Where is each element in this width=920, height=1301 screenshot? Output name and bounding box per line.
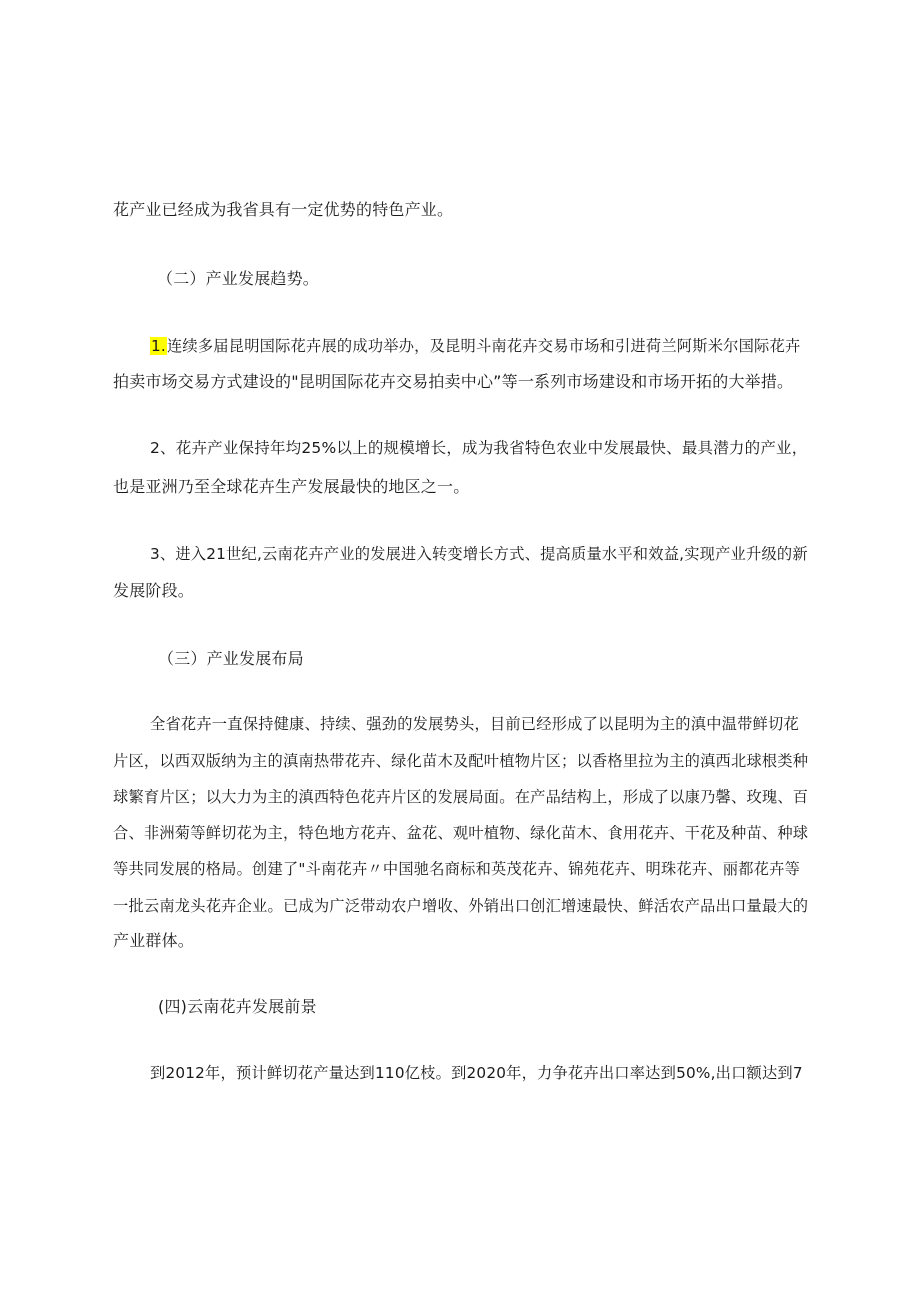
section-heading-layout: （三）产业发展布局 <box>158 649 304 668</box>
trend-item-1-text: 连续多届昆明国际花卉展的成功举办，及昆明斗南花卉交易市场和引进荷兰阿斯米尔国际花卉 <box>166 337 801 355</box>
layout-paragraph-line-6: 一批云南龙头花卉企业。已成为广泛带动农户增收、外销出口创汇增速最快、鲜活农产品出口量最大的 <box>113 897 809 915</box>
trend-item-1-line-2: 拍卖市场交易方式建设的"昆明国际花卉交易拍卖中心”等一系列市场建设和市场开拓的大举措。 <box>113 372 794 391</box>
layout-paragraph-line-2: 片区，以西双版纳为主的滇南热带花卉、绿化苗木及配叶植物片区；以香格里拉为主的滇西北球根类种 <box>113 752 809 770</box>
layout-paragraph-line-5: 等共同发展的格局。创建了"斗南花卉〃中国驰名商标和英茂花卉、锦苑花卉、明珠花卉、丽都花卉等 <box>113 860 801 878</box>
layout-paragraph-line-3: 球繁育片区；以大力为主的滇西特色花卉片区的发展局面。在产品结构上，形成了以康乃馨、玫瑰、百 <box>113 788 809 806</box>
trend-item-3-line-2: 发展阶段。 <box>113 581 195 600</box>
section-heading-prospect: (四)云南花卉发展前景 <box>158 997 317 1016</box>
trend-item-3-line-1: 3、进入21世纪,云南花卉产业的发展进入转变增长方式、提高质量水平和效益,实现产业升级的新 <box>150 545 808 563</box>
trend-item-2-line-1: 2、花卉产业保持年均25%以上的规模增长，成为我省特色农业中发展最快、最具潜力的产业， <box>150 439 808 457</box>
trend-item-1-line-1 <box>150 336 800 356</box>
paragraph-continuation: 花产业已经成为我省具有一定优势的特色产业。 <box>113 200 454 219</box>
layout-paragraph-line-7: 产业群体。 <box>113 931 195 950</box>
layout-paragraph-line-1: 全省花卉一直保持健康、持续、强劲的发展势头，目前已经形成了以昆明为主的滇中温带鲜切花 <box>150 715 799 733</box>
trend-item-2-line-2: 也是亚洲乃至全球花卉生产发展最快的地区之一。 <box>113 477 470 496</box>
highlighted-item-number: 1. <box>151 337 166 355</box>
prospect-paragraph-line-1: 到2012年，预计鲜切花产量达到110亿枝。到2020年，力争花卉出口率达到50%,出口额达到7 <box>150 1064 803 1082</box>
section-heading-trend: （二）产业发展趋势。 <box>157 269 320 288</box>
layout-paragraph-line-4: 合、非洲菊等鲜切花为主，特色地方花卉、盆花、观叶植物、绿化苗木、食用花卉、干花及种苗、种球 <box>113 824 809 842</box>
